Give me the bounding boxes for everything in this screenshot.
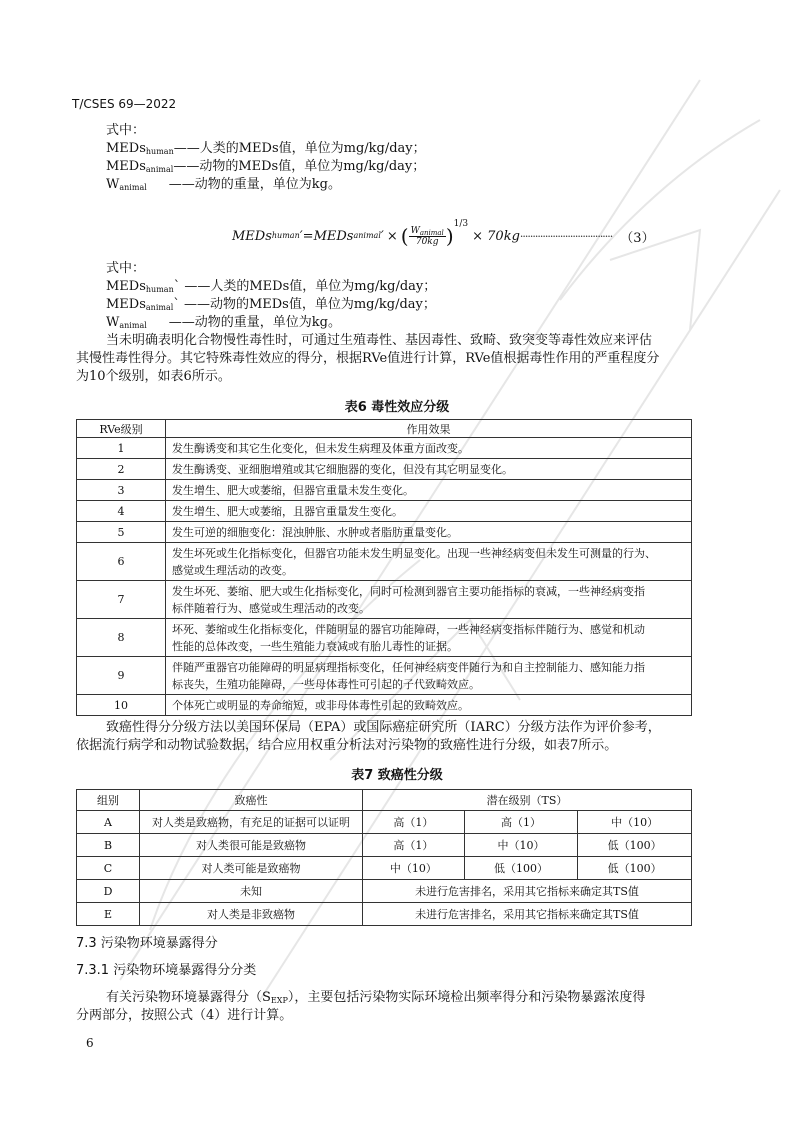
para1-line-3: 为10个级别，如表6所示。: [76, 369, 231, 384]
table7-header-group: 组别: [77, 790, 140, 811]
table-row: C 对人类可能是致癌物 中（10） 低（100） 低（100）: [77, 857, 692, 880]
table-row: D 未知 未进行危害排名，采用其它指标来确定其TS值: [77, 880, 692, 903]
table-row: 8 坏死、萎缩或生化指标变化，伴随明显的器官功能障碍，一些神经病变指标伴随行为、感觉和机动 性能的总体改变，一些生殖能力衰减或有胎儿毒性的证据。: [77, 619, 692, 657]
table6-header-level: RVe级别: [77, 420, 166, 438]
table7-header-carcinogenicity: 致癌性: [140, 790, 363, 811]
table-row: 6 发生坏死或生化指标变化，但器官功能未发生明显变化。出现一些神经病变但未发生可测量的行为、 感觉或生理活动的改变。: [77, 543, 692, 581]
table7: [76, 789, 692, 926]
table-row: B 对人类很可能是致癌物 高（1） 中（10） 低（100）: [77, 834, 692, 857]
table6-caption: 表6 毒性效应分级: [344, 400, 450, 415]
table-row: A 对人类是致癌物，有充足的证据可以证明 高（1） 高（1） 中（10）: [77, 811, 692, 834]
para3-line-2: 分两部分，按照公式（4）进行计算。: [76, 1008, 293, 1023]
section-heading-7-3: 7.3 污染物环境暴露得分: [76, 936, 218, 951]
table-row: 9 伴随严重器官功能障碍的明显病理指标变化，任何神经病变伴随行为和自主控制能力、感知能力指 标丧失，生殖功能障碍，一些母体毒性可引起的子代致畸效应。: [77, 657, 692, 695]
table-row: E 对人类是非致癌物 未进行危害排名，采用其它指标来确定其TS值: [77, 903, 692, 926]
defs1-row-2: MEDs$_{animal}$——动物的MEDs值，单位为mg/kg/day；: [106, 159, 426, 174]
table7-header-ts: 潜在级别（TS）: [363, 790, 692, 811]
para2-line-2: 依据流行病学和动物试验数据，结合应用权重分析法对污染物的致癌性进行分级，如表7所示。: [76, 738, 618, 753]
table7-header-row: [77, 790, 692, 811]
defs1-row-1: MEDs$_{human}$——人类的MEDs值，单位为mg/kg/day；: [106, 141, 426, 156]
defs1-row-3: $W_{animal}$ ——动物的重量，单位为kg。: [106, 177, 341, 192]
para3-line-1: 有关污染物环境暴露得分$(S_{EXP})$，主要包括污染物实际环境检出频率得分和污染物暴露浓度得: [106, 990, 646, 1005]
para1-line-2: 其慢性毒性得分。其它特殊毒性效应的得分，根据RVe值进行计算，RVe值根据毒性作用的严重程度分: [76, 351, 660, 366]
table-row: 5 发生可逆的细胞变化：混浊肿胀、水肿或者脂肪重量变化。: [77, 522, 692, 543]
formula-3: MEDs human ′ = MEDs animal ′ × ( $W_{animal}$ 70kg ) 1/3 × 70kg ····································· （3）: [232, 219, 655, 248]
defs2-lead: 式中：: [106, 261, 146, 276]
para1-line-1: 当未明确表明化合物慢性毒性时，可通过生殖毒性、基因毒性、致畸、致突变等毒性效应来评估: [106, 333, 653, 348]
table-row: 7 发生坏死、萎缩、肥大或生化指标变化，同时可检测到器官主要功能指标的衰减，一些神经病变指 标伴随着行为、感觉或生理活动的改变。: [77, 581, 692, 619]
defs2-row-3: $W_{animal}$ ——动物的重量，单位为kg。: [106, 315, 341, 330]
document-header: T/CSES 69—2022: [72, 97, 177, 111]
exponent: 1/3: [453, 219, 469, 229]
page-number: 6: [86, 1036, 94, 1050]
table6: [76, 419, 692, 716]
defs2-row-2: MEDs$_{animal}$` ——动物的MEDs值，单位为mg/kg/day；: [106, 297, 436, 312]
table-row: 3 发生增生、肥大或萎缩，但器官重量未发生变化。: [77, 480, 692, 501]
section-heading-7-3-1: 7.3.1 污染物环境暴露得分分类: [76, 963, 257, 978]
table-row: 1 发生酶诱变和其它生化变化，但未发生病理及体重方面改变。: [77, 438, 692, 459]
defs1-lead: 式中：: [106, 123, 146, 138]
fraction: $W_{animal}$ 70kg: [410, 225, 444, 247]
table-row: 4 发生增生、肥大或萎缩，且器官重量发生变化。: [77, 501, 692, 522]
table-row: 10 个体死亡或明显的寿命缩短，或非母体毒性引起的致畸效应。: [77, 695, 692, 716]
table6-header-effect: 作用效果: [166, 420, 692, 438]
table-row: 2 发生酶诱变、亚细胞增殖或其它细胞器的变化，但没有其它明显变化。: [77, 459, 692, 480]
table7-caption: 表7 致癌性分级: [351, 768, 443, 783]
table6-header-row: [77, 420, 692, 438]
defs2-row-1: MEDs$_{human}$` ——人类的MEDs值，单位为mg/kg/day；: [106, 279, 437, 294]
para2-line-1: 致癌性得分分级方法以美国环保局（EPA）或国际癌症研究所（IARC）分级方法作为评价参考，: [106, 720, 661, 735]
